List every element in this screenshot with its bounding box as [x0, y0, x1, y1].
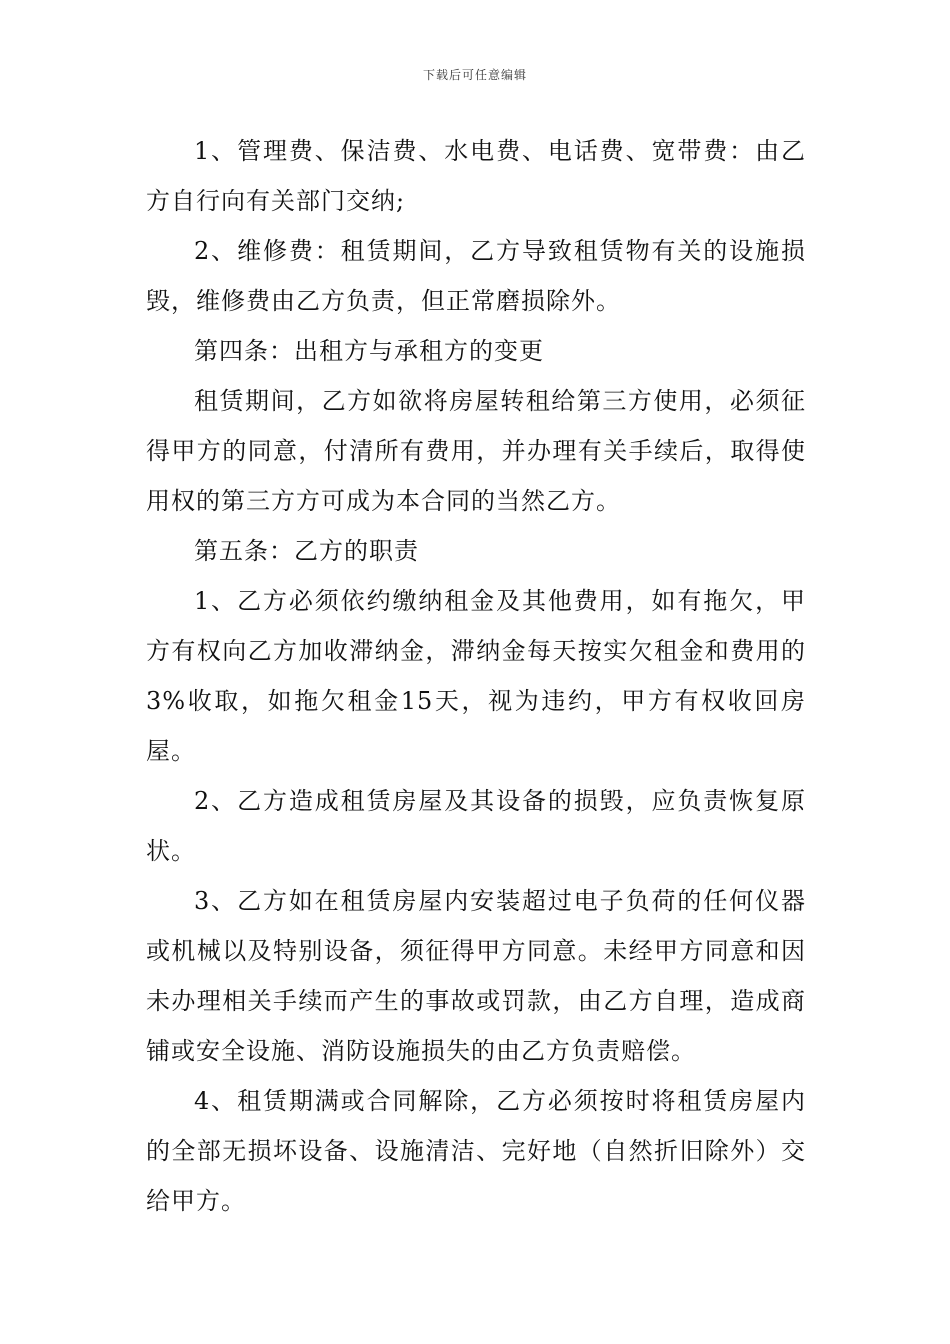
- article-5-item-4: 4、租赁期满或合同解除，乙方必须按时将租赁房屋内的全部无损坏设备、设施清洁、完好地（自然折旧除外）交给甲方。: [146, 1087, 806, 1215]
- article-5-item-3: 3、乙方如在租赁房屋内安装超过电子负荷的任何仪器或机械以及特别设备，须征得甲方同意。未经甲方同意和因未办理相关手续而产生的事故或罚款，由乙方自理，造成商铺或安全设施、消防设施损失的由乙方负责赔偿。: [146, 887, 806, 1065]
- page-header: 下载后可任意编辑: [422, 68, 527, 82]
- clause-fees-management: 1、管理费、保洁费、水电费、电话费、宽带费：由乙方自行向有关部门交纳;: [146, 137, 806, 215]
- clause-fees-repair: 2、维修费：租赁期间，乙方导致租赁物有关的设施损毁，维修费由乙方负责，但正常磨损除外。: [146, 237, 806, 315]
- article-5-heading: 第五条：乙方的职责: [194, 537, 419, 565]
- article-5-item-1: 1、乙方必须依约缴纳租金及其他费用，如有拖欠，甲方有权向乙方加收滞纳金，滞纳金每天按实欠租金和费用的3%收取，如拖欠租金15天，视为违约，甲方有权收回房屋。: [146, 587, 806, 765]
- article-4-text: 租赁期间，乙方如欲将房屋转租给第三方使用，必须征得甲方的同意，付清所有费用，并办理有关手续后，取得使用权的第三方方可成为本合同的当然乙方。: [146, 387, 806, 515]
- article-5-item-2: 2、乙方造成租赁房屋及其设备的损毁，应负责恢复原状。: [146, 787, 806, 865]
- document-body: [146, 126, 806, 1226]
- article-4-heading: 第四条：出租方与承租方的变更: [194, 337, 544, 365]
